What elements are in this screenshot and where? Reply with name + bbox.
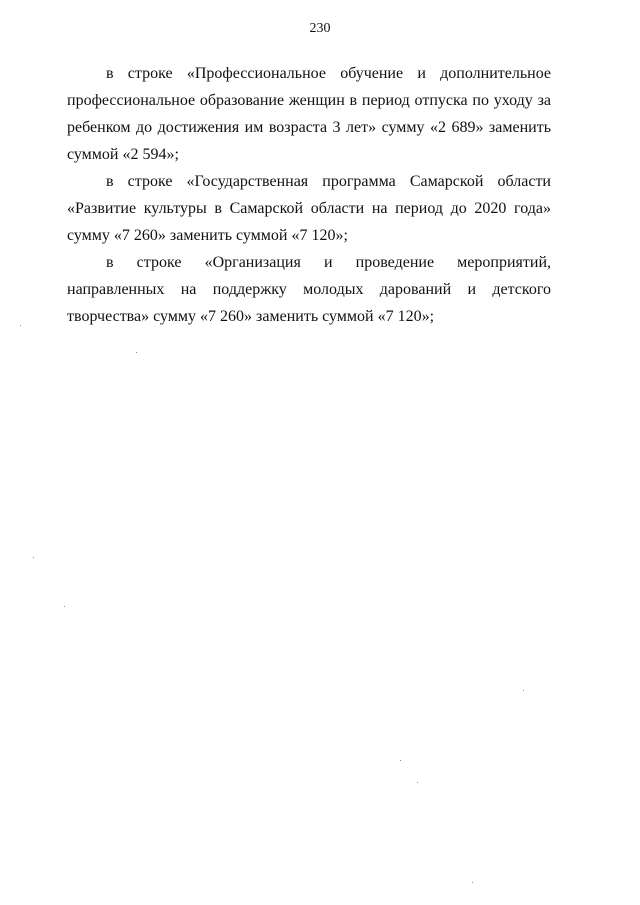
scan-speck — [33, 557, 34, 558]
scan-speck — [472, 882, 473, 883]
document-body — [67, 60, 551, 330]
paragraph-2: в строке «Государственная программа Самарской области «Развитие культуры в Самарской области на период до 2020 года» сумму «7 260» заменить суммой «7 120»; — [67, 173, 551, 244]
scan-speck — [136, 352, 137, 353]
scan-speck — [20, 325, 21, 326]
scan-speck — [64, 606, 65, 607]
paragraph-3: в строке «Организация и проведение мероприятий, направленных на поддержку молодых дарований и детского творчества» сумму «7 260» заменить суммой «7 120»; — [67, 254, 551, 325]
scan-speck — [400, 760, 401, 761]
scan-speck — [417, 782, 418, 783]
scan-speck — [523, 690, 524, 691]
page-number: 230 — [309, 21, 331, 36]
paragraph-1: в строке «Профессиональное обучение и дополнительное профессиональное образование женщин в период отпуска по уходу за ребенком до достижения им возраста 3 лет» сумму «2 689» заменить суммой «2 594»; — [67, 65, 551, 163]
